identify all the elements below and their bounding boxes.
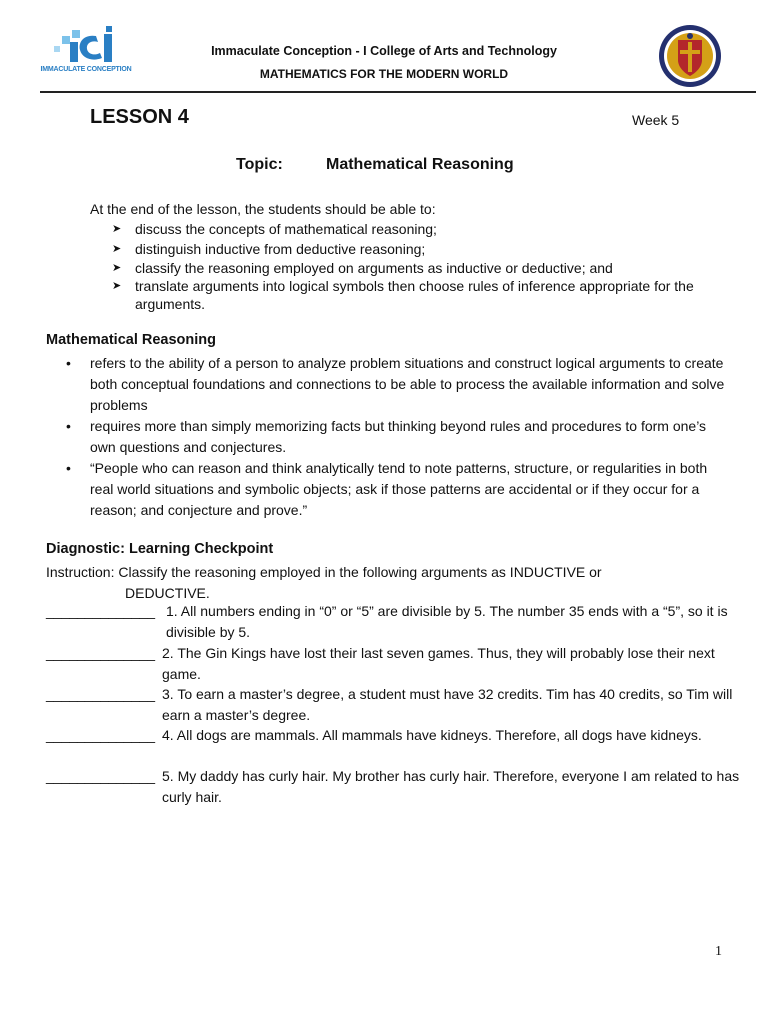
item-text: 2. The Gin Kings have lost their last seven games. Thus, they will probably lose their next game. xyxy=(162,645,715,682)
instruction-line: DEDUCTIVE. xyxy=(125,585,210,601)
objective-text: classify the reasoning employed on arguments as inductive or deductive; and xyxy=(135,260,613,276)
topic-title: Mathematical Reasoning xyxy=(326,156,514,173)
college-seal xyxy=(658,24,722,88)
arrow-bullet-icon: ➤ xyxy=(112,223,122,235)
week-label: Week 5 xyxy=(632,112,680,128)
lesson-title: LESSON 4 xyxy=(90,106,189,128)
logo-caption: IMMACULATE CONCEPTION xyxy=(40,66,132,73)
arrow-bullet-icon: ➤ xyxy=(112,280,122,292)
answer-blank[interactable]: ______________ xyxy=(46,686,156,702)
answer-blank[interactable]: ______________ xyxy=(46,768,156,784)
instruction-line: Instruction: Classify the reasoning employed in the following arguments as INDUCTIVE or xyxy=(46,564,602,580)
bullet-dot-icon: • xyxy=(66,355,71,371)
item-text: 1. All numbers ending in “0” or “5” are divisible by 5. The number 35 ends with a “5”, so it is divisible by 5. xyxy=(166,603,728,640)
bullet-text: refers to the ability of a person to analyze problem situations and construct logical arguments to create both conceptual foundations and connections to be able to process the available information and solve problems xyxy=(90,355,725,413)
answer-blank[interactable]: ______________ xyxy=(46,603,156,619)
item-text: 3. To earn a master’s degree, a student must have 32 credits. Tim has 40 credits, so Tim will earn a master’s degree. xyxy=(162,686,733,723)
checkpoint-heading: Diagnostic: Learning Checkpoint xyxy=(46,541,274,557)
bullet-dot-icon: • xyxy=(66,418,71,434)
objectives-intro: At the end of the lesson, the students should be able to: xyxy=(90,201,436,217)
course-name: MATHEMATICS FOR THE MODERN WORLD xyxy=(259,67,509,81)
bullet-text: requires more than simply memorizing facts but thinking beyond rules and procedures to form one’s own questions and conjectures. xyxy=(90,418,707,455)
item-text: 5. My daddy has curly hair. My brother has curly hair. Therefore, everyone I am related to has curly hair. xyxy=(162,768,740,805)
answer-blank[interactable]: ______________ xyxy=(46,727,156,743)
item-text: 4. All dogs are mammals. All mammals have kidneys. Therefore, all dogs have kidneys. xyxy=(162,727,702,743)
arrow-bullet-icon: ➤ xyxy=(112,243,122,255)
section-heading: Mathematical Reasoning xyxy=(46,332,217,348)
arrow-bullet-icon: ➤ xyxy=(112,262,122,274)
objective-text: translate arguments into logical symbols then choose rules of inference appropriate for the arguments. xyxy=(135,278,694,312)
school-logo xyxy=(40,26,132,84)
bullet-text: “People who can reason and think analytically tend to note patterns, structure, or regularities in both real world situations and symbolic objects; ask if those patterns are accidental or if they occur for a reason; and conjecture and prove.” xyxy=(90,460,708,518)
bullet-dot-icon: • xyxy=(66,460,71,476)
objective-text: distinguish inductive from deductive reasoning; xyxy=(135,241,426,257)
answer-blank[interactable]: ______________ xyxy=(46,645,156,661)
topic-label: Topic: xyxy=(236,156,283,173)
header-divider xyxy=(40,91,756,93)
page-number: 1 xyxy=(715,944,722,959)
institution-name: Immaculate Conception - I College of Arts and Technology xyxy=(211,44,557,58)
objective-text: discuss the concepts of mathematical reasoning; xyxy=(135,221,437,237)
instruction xyxy=(46,562,726,604)
